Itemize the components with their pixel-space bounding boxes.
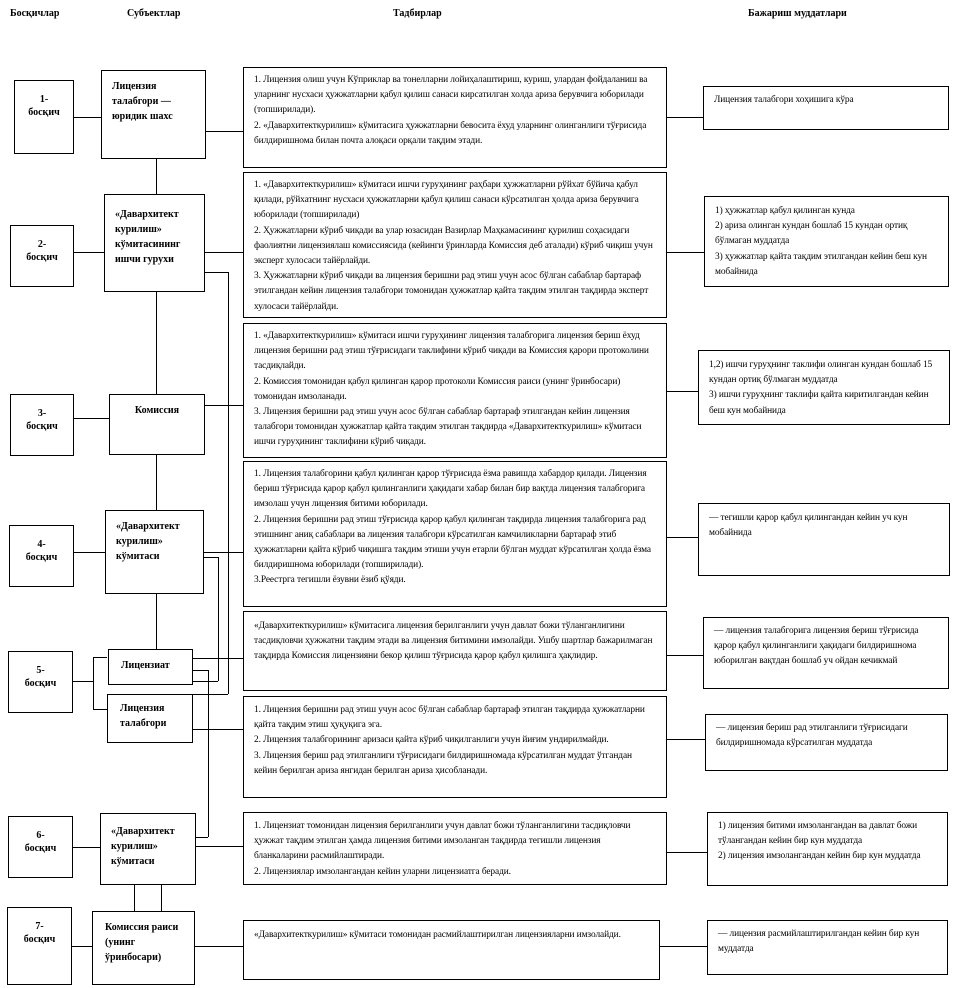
header-terms: Бажариш муддатлари xyxy=(748,8,847,19)
term-stage-6: 1) лицензия битими имзолангандан ва давлат божи тўлангандан кейин бир кун муддатда 2) лицензия имзолангандан кейин бир кун муддатда xyxy=(707,812,948,886)
connector-line xyxy=(73,847,100,848)
header-measures: Тадбирлар xyxy=(393,8,442,19)
measure-stage-7: «Давархитекткурилиш» кўмитаси томонидан расмийлаштирилган лицензияларни имзолайди. xyxy=(243,920,660,980)
connector-line xyxy=(206,131,243,132)
connector-line xyxy=(193,729,243,730)
stage-7-box: 7- босқич xyxy=(7,907,72,985)
measure-stage-6: 1. Лицензиат томонидан лицензия берилганлиги учун давлат божи тўланганлигини тасдиқловчи ҳужжат тақдим этилган ҳамда лицензия битими имзоланган тақдирда тегишли лицензия бланкаларини расмийлаштиради. 2. Лицензиялар имзолангандан кейин уларни лицензиатга беради. xyxy=(243,812,667,885)
connector-line xyxy=(667,537,698,538)
subject-committee-stage-6: «Давархитект курилиш» кўмитаси xyxy=(100,813,196,885)
connector-line xyxy=(73,681,93,682)
connector-line xyxy=(667,739,705,740)
connector-line xyxy=(660,946,707,947)
subject-working-group: «Давархитект курилиш» кўмитасининг ишчи гурухи xyxy=(104,194,205,292)
connector-line xyxy=(156,292,157,394)
subject-licensee: Лицензиат xyxy=(108,649,193,685)
connector-line xyxy=(72,946,92,947)
subject-applicant-legal-entity: Лицензия талабгори — юридик шахс xyxy=(101,70,206,159)
connector-line xyxy=(667,655,703,656)
connector-line xyxy=(228,272,229,694)
connector-line xyxy=(208,670,209,837)
stage-4-box: 4- босқич xyxy=(9,525,74,587)
term-stage-5-licensee: — лицензия талабгорига лицензия бериш тўғрисида қарор қабул қилинганлиги ҳақидаги билдиришнома юборилган вақтдан бошлаб уч ойдан кечикмай xyxy=(703,617,949,689)
connector-line xyxy=(667,252,704,253)
connector-line xyxy=(205,405,243,406)
subject-committee-stage-4: «Давархитект курилиш» кўмитаси xyxy=(105,510,204,594)
connector-line xyxy=(205,272,228,273)
stage-2-box: 2- босқич xyxy=(10,225,74,287)
connector-line xyxy=(193,681,218,682)
connector-line xyxy=(74,418,109,419)
connector-line xyxy=(156,594,157,649)
connector-line xyxy=(93,709,107,710)
term-stage-3: 1,2) ишчи гуруҳнинг таклифи олинган кундан бошлаб 15 кундан ортиқ бўлмаган муддатда 3) ишчи гуруҳнинг таклифи қайта киритилгандан кейин беш кун мобайнида xyxy=(698,350,950,425)
connector-line xyxy=(204,557,218,558)
measure-stage-5-applicant: 1. Лицензия беришни рад этиш учун асос бўлган сабаблар бартараф этилган тақдирда ҳужжатларни қайта тақдим этиш ҳуқуқига эга. 2. Лицензия талабгорининг аризаси қайта кўриб чиқилганлиги учун йиғим ундирилмайди. 3. Лицензия бериш рад этилганлиги тўғрисидаги билдиришномада кўрсатилган муддат ўтгандан кейин берилган ариза янгидан берилган ариза ҳисобланади. xyxy=(243,696,667,798)
connector-line xyxy=(156,455,157,510)
connector-line xyxy=(667,852,707,853)
stage-3-box: 3- босқич xyxy=(10,394,74,456)
measure-stage-5-licensee: «Давархитекткурилиш» кўмитасига лицензия берилганлиги учун давлат божи тўланганлигини тасдиқловчи ҳужжатни тақдим этади ва лицензия битимини имзолайди. Ушбу шартлар бажарилмаган тақдирда Комиссия лицензияни бекор қилиш тўғрисида қарор қабул қилишга ҳақлидир. xyxy=(243,611,667,691)
connector-line xyxy=(204,552,243,553)
connector-line xyxy=(156,159,157,194)
connector-line xyxy=(74,252,104,253)
subject-commission-chairman: Комиссия раиси (унинг ўринбосари) xyxy=(92,911,195,985)
connector-line xyxy=(667,391,698,392)
connector-line xyxy=(196,837,208,838)
stage-5-box: 5- босқич xyxy=(8,651,73,713)
term-stage-4: — тегишли қарор қабул қилингандан кейин уч кун мобайнида xyxy=(698,503,950,576)
measure-stage-3: 1. «Давархитекткурилиш» кўмитаси ишчи гуруҳининг лицензия талабгорига лицензия бериш ёхуд лицензия беришни рад этиш тўғрисидаги таклифини кўриб чиқади ва Комиссия қарори протоколини тасдиқлайди. 2. Комиссия томонидан қабул қилинган қарор протоколи Комиссия раиси (унинг ўринбосари) томонидан имзоланади. 3. Лицензия беришни рад этиш учун асос бўлган сабаблар бартараф этилгандан кейин лицензия талабгори томонидан ҳужжатлар қайта тақдим этилган тақдирда «Давархитекткурилиш» кўмитаси ишчи гуруҳининг таклифини кўриб чиқади. xyxy=(243,323,667,458)
connector-line xyxy=(193,694,228,695)
subject-license-applicant: Лицензия талабгори xyxy=(107,694,193,743)
measure-stage-4: 1. Лицензия талабгорини қабул қилинган қарор тўғрисида ёзма равишда хабардор қилади. Лицензия бериш тўғрисида қарор қабул қилинганлиги ҳақидаги хабар билан бир вақтда лицензия талабгорига имзолаш учун лицензия битими юборилади. 2. Лицензия беришни рад этиш тўғрисида қарор қабул қилинган тақдирда лицензия талабгорига рад этишнинг аниқ сабаблари ва лицензия талабгори кўрсатилган камчиликларни бартараф этиб ҳужжатларни қайта кўриб чиқишга тақдим этиши учун етарли бўлган муддат кўрсатилган ҳолда ёзма билдиришнома юборилади (топширилади). 3.Реестрга тегишли ёзувни ёзиб қўяди. xyxy=(243,461,667,607)
stage-1-box: 1- босқич xyxy=(14,80,74,154)
connector-line xyxy=(93,657,94,709)
term-stage-2: 1) ҳужжатлар қабул қилинган кунда 2) ариза олинган кундан бошлаб 15 кундан ортиқ бўлмаган муддатда 3) ҳужжатлар қайта тақдим этилгандан кейин беш кун мобайнида xyxy=(704,196,949,287)
connector-line xyxy=(193,658,243,659)
connector-line xyxy=(218,557,219,681)
connector-line xyxy=(74,552,105,553)
connector-line xyxy=(193,670,208,671)
connector-line xyxy=(667,117,703,118)
stage-6-box: 6- босқич xyxy=(8,816,73,878)
header-subjects: Субъектлар xyxy=(127,8,181,19)
term-stage-5-applicant: — лицензия бериш рад этилганлиги тўғрисидаги билдиришномада кўрсатилган муддатда xyxy=(705,714,948,771)
connector-line xyxy=(93,657,107,658)
measure-stage-1: 1. Лицензия олиш учун Кўприклар ва тонелларни лойиҳалаштириш, куриш, улардан фойдаланиш ва уларнинг нусхаси ҳужжатларни қабул қилиш санаси кирсатилган холда ариза берувчига юборилади (топширилади). 2. «Давархитекткурилиш» кўмитасига ҳужжатларни бевосита ёхуд уларнинг олинганлиги тўғрисида билдиришнома билан почта алоқаси орқали тақдим этади. xyxy=(243,67,667,168)
term-stage-1: Лицензия талабгори хоҳишига кўра xyxy=(703,86,949,130)
connector-line xyxy=(196,846,243,847)
connector-line xyxy=(205,252,243,253)
subject-commission: Комиссия xyxy=(109,394,205,455)
measure-stage-2: 1. «Давархитекткурилиш» кўмитаси ишчи гуруҳининг раҳбари ҳужжатларни рўйхат бўйича қабул қилади, рўйхатнинг нусхаси ҳужжатларни қабул қилиш санаси кўрсатилган ҳолда ариза берувчига юборилади (топширилади) 2. Ҳужжатларни кўриб чиқади ва улар юзасидан Вазирлар Маҳкамасининг қурилиш соҳасидаги фаолиятни лицензиялаш комиссиясида (кейинги ўринларда Комиссия деб аталади) кўриб чиқиш учун эксперт хулосаси тайёрлайди. 3. Ҳужжатларни кўриб чиқади ва лицензия беришни рад этиш учун асос бўлган сабаблар бартараф этилгандан кейин лицензия талабгори томонидан ҳужжатлар қайта тақдим этилган тақдирда эксперт хулосаси тайёрлайди. xyxy=(243,172,667,318)
connector-line xyxy=(74,117,101,118)
connector-line xyxy=(161,885,162,911)
term-stage-7: — лицензия расмийлаштирилгандан кейин бир кун муддатда xyxy=(707,920,948,975)
header-stages: Босқичлар xyxy=(10,8,60,19)
connector-line xyxy=(134,885,135,911)
connector-line xyxy=(195,946,243,947)
